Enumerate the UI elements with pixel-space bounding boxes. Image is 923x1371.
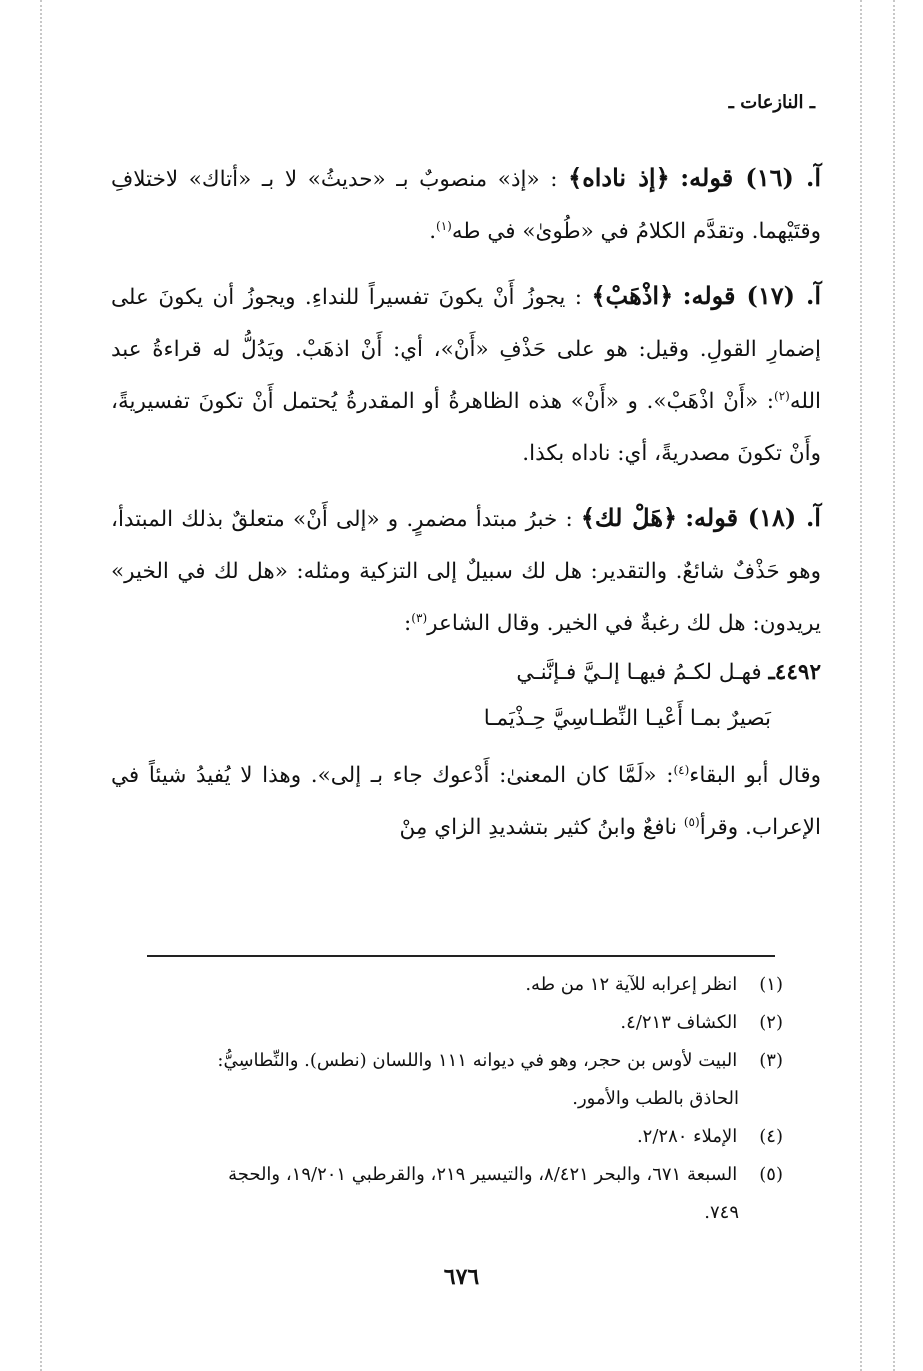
scan-artifact-line: [893, 0, 895, 1371]
footnote-text: السبعة ٦٧١، والبحر ٨/٤٢١، والتيسير ٢١٩، والقرطبي ١٩/٢٠١، والحجة: [228, 1164, 738, 1185]
footnote-ref[interactable]: (٢): [774, 388, 790, 403]
paragraph-end: :: [404, 611, 412, 636]
footnote-text: البيت لأوس بن حجر، وهو في ديوانه ١١١ واللسان (نطس). والنِّطاسِيُّ:: [217, 1050, 738, 1071]
paragraph-text-continued: : «لَمَّا كان المعنىٰ: أَدْعوك جاء بـ إلى». وهذا لا يُفيدُ شيئاً في الإعراب. وقرأ: [111, 763, 821, 840]
footnote-text: انظر إعرابه للآية ١٢ من طه.: [525, 974, 738, 995]
footnote-ref[interactable]: (١): [436, 218, 452, 233]
verse-line-first: [111, 650, 821, 696]
paragraph-verse-18: [111, 492, 821, 650]
footnote-4: [83, 1118, 783, 1156]
verse-label: آ. (١٧) قوله:: [682, 281, 821, 310]
paragraph-abu-albaqa: [111, 750, 821, 854]
paragraph-text-continued: نافعٌ وابنُ كثير بتشديدِ الزاي مِنْ: [399, 815, 684, 840]
quran-quote: ﴿إذ ناداه﴾: [568, 163, 670, 192]
verse-label: آ. (١٨) قوله:: [685, 503, 821, 532]
paragraph-verse-16: [111, 152, 821, 258]
paragraph-text: : يجوزُ أَنْ يكونَ تفسيراً للنداءِ. ويجوزُ أن يكونَ على إضمارِ القولِ. وقيل: هو على حَذْفِ «أَنْ»، أي: أَنْ اذهَبْ. ويَدُلُّ له قراءةُ عبد الله: [111, 285, 821, 414]
quran-quote: ﴿هَلْ لك﴾: [580, 503, 678, 532]
paragraph-text: وقال أبو البقاء: [689, 763, 821, 788]
footnote-5-continued: ٧٤٩.: [704, 1202, 739, 1223]
scan-artifact-line: [40, 0, 42, 1371]
footnote-number: (٣): [759, 1050, 783, 1071]
verse-label: آ. (١٦) قوله:: [680, 163, 821, 192]
footnotes: [83, 966, 783, 1232]
verse-hemistich-1: فهـل لكـمُ فيهـا إلـيَّ فـإنَّنـي: [516, 660, 762, 685]
footnote-text: الكشاف ٤/٢١٣.: [620, 1012, 738, 1033]
footnote-ref[interactable]: (٥): [683, 814, 700, 829]
paragraph-end: .: [429, 219, 437, 244]
footnote-2: [83, 1004, 783, 1042]
paragraph-text: : خبرُ مبتدأ مضمرٍ. و «إلى أَنْ» متعلقٌ بذلك المبتدأ، وهو حَذْفٌ شائعٌ. والتقدير: هل لك سبيلٌ إلى التزكية ومثله: «هل لك في الخير» يريدون: هل لك رغبةٌ في الخير. وقال الشاعر: [111, 507, 821, 636]
scan-artifact-line: [860, 0, 862, 1371]
footnote-3: [83, 1042, 783, 1080]
verse-hemistich-2: بَصيرٌ بمـا أَعْيـا النِّطـاسِيَّ حِـذْيَمـا: [483, 706, 771, 731]
footnote-1: [83, 966, 783, 1004]
body-text: [111, 152, 821, 866]
footnote-number: (١): [759, 974, 783, 995]
footnote-3-continued: الحاذق بالطب والأمور.: [572, 1088, 739, 1109]
footnote-number: (٢): [759, 1012, 783, 1033]
page-number: ٦٧٦: [443, 1264, 480, 1290]
footnote-5: [83, 1156, 783, 1194]
quran-quote: ﴿اذْهَبْ﴾: [591, 281, 674, 310]
running-head: ـ النازعات ـ: [728, 92, 815, 113]
paragraph-text-continued: : «أَنْ اذْهَبْ». و «أَنْ» هذه الظاهرةُ أو المقدرةُ يُحتمل أَنْ تكونَ تفسيريةً، وأَنْ تكونَ مصدريةً، أي: ناداه بكذا.: [111, 389, 821, 466]
footnote-ref[interactable]: (٤): [673, 762, 690, 777]
footnote-ref[interactable]: (٣): [411, 610, 428, 625]
footnote-number: (٤): [759, 1126, 783, 1147]
footnote-number: (٥): [759, 1164, 783, 1185]
paragraph-text: : «إذ» منصوبٌ بـ «حديثُ» لا بـ «أتاك» لاختلافِ وقتَيْهما. وتقدَّم الكلامُ في «طُوىٰ» في طه: [111, 167, 821, 244]
paragraph-verse-17: [111, 270, 821, 480]
verse-number: ٤٤٩٢ـ: [768, 660, 821, 685]
footnote-text: الإملاء ٢/٢٨٠.: [636, 1126, 738, 1147]
poetry-verse: [111, 650, 821, 742]
footnote-separator: [147, 955, 775, 957]
